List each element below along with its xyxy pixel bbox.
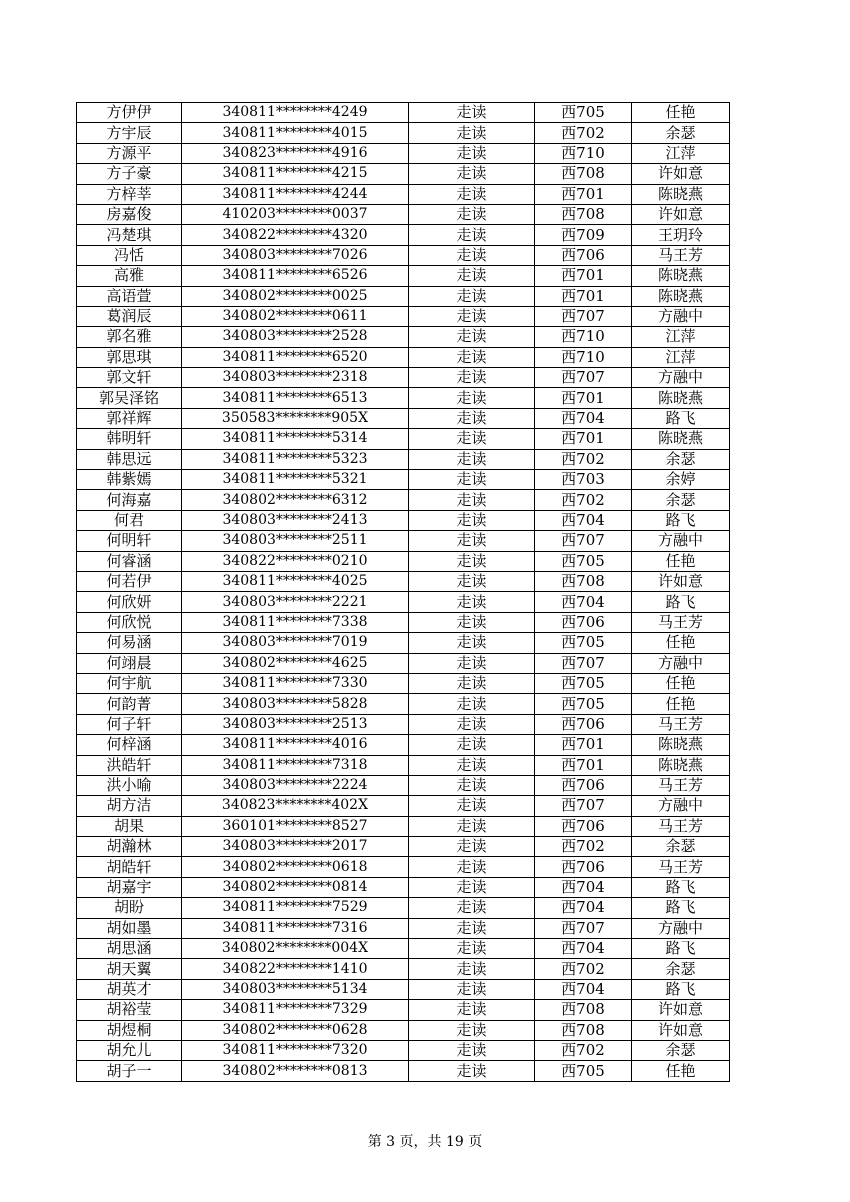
table-row (77, 857, 730, 877)
boarding-status-cell: 走读 (409, 143, 535, 163)
student-name-cell: 何易涵 (77, 633, 182, 653)
dorm-room-cell: 西704 (535, 898, 632, 918)
teacher-name-cell: 陈晓燕 (632, 735, 730, 755)
id-number-cell: 340811********4244 (182, 184, 409, 204)
boarding-status-cell: 走读 (409, 286, 535, 306)
dorm-room-cell: 西706 (535, 714, 632, 734)
boarding-status-cell: 走读 (409, 347, 535, 367)
teacher-name-cell: 余瑟 (632, 959, 730, 979)
id-number-cell: 340803********2224 (182, 775, 409, 795)
boarding-status-cell: 走读 (409, 1061, 535, 1081)
boarding-status-cell: 走读 (409, 306, 535, 326)
boarding-status-cell: 走读 (409, 571, 535, 591)
boarding-status-cell: 走读 (409, 103, 535, 123)
table-row (77, 1000, 730, 1020)
teacher-name-cell: 余瑟 (632, 1040, 730, 1060)
table-row (77, 633, 730, 653)
id-number-cell: 340811********7529 (182, 898, 409, 918)
student-name-cell: 郭祥辉 (77, 408, 182, 428)
teacher-name-cell: 马王芳 (632, 245, 730, 265)
dorm-room-cell: 西701 (535, 286, 632, 306)
student-name-cell: 胡子一 (77, 1061, 182, 1081)
teacher-name-cell: 路飞 (632, 939, 730, 959)
id-number-cell: 340802********0813 (182, 1061, 409, 1081)
dorm-room-cell: 西705 (535, 694, 632, 714)
dorm-room-cell: 西704 (535, 510, 632, 530)
teacher-name-cell: 任艳 (632, 551, 730, 571)
id-number-cell: 340802********6312 (182, 490, 409, 510)
student-name-cell: 韩紫嫣 (77, 470, 182, 490)
table-row (77, 470, 730, 490)
dorm-room-cell: 西708 (535, 204, 632, 224)
dorm-room-cell: 西710 (535, 143, 632, 163)
table-row (77, 1020, 730, 1040)
id-number-cell: 340811********7316 (182, 918, 409, 938)
id-number-cell: 340811********7330 (182, 673, 409, 693)
id-number-cell: 340802********004X (182, 939, 409, 959)
student-name-cell: 何翊晨 (77, 653, 182, 673)
id-number-cell: 360101********8527 (182, 816, 409, 836)
dorm-room-cell: 西705 (535, 1061, 632, 1081)
boarding-status-cell: 走读 (409, 1040, 535, 1060)
dorm-room-cell: 西707 (535, 796, 632, 816)
student-name-cell: 何海嘉 (77, 490, 182, 510)
id-number-cell: 340811********5321 (182, 470, 409, 490)
boarding-status-cell: 走读 (409, 184, 535, 204)
boarding-status-cell: 走读 (409, 429, 535, 449)
student-name-cell: 何睿涵 (77, 551, 182, 571)
id-number-cell: 340811********4025 (182, 571, 409, 591)
id-number-cell: 340811********4249 (182, 103, 409, 123)
dorm-room-cell: 西702 (535, 1040, 632, 1060)
student-name-cell: 冯楚琪 (77, 225, 182, 245)
table-row (77, 796, 730, 816)
table-row (77, 123, 730, 143)
teacher-name-cell: 江萍 (632, 327, 730, 347)
student-name-cell: 方梓莘 (77, 184, 182, 204)
table-row (77, 225, 730, 245)
boarding-status-cell: 走读 (409, 816, 535, 836)
id-number-cell: 340803********2017 (182, 837, 409, 857)
dorm-room-cell: 西706 (535, 857, 632, 877)
id-number-cell: 340823********402X (182, 796, 409, 816)
teacher-name-cell: 余瑟 (632, 449, 730, 469)
id-number-cell: 340803********2513 (182, 714, 409, 734)
dorm-room-cell: 西710 (535, 327, 632, 347)
dorm-room-cell: 西702 (535, 959, 632, 979)
teacher-name-cell: 方融中 (632, 918, 730, 938)
student-name-cell: 韩思远 (77, 449, 182, 469)
boarding-status-cell: 走读 (409, 653, 535, 673)
teacher-name-cell: 陈晓燕 (632, 184, 730, 204)
id-number-cell: 340803********2511 (182, 531, 409, 551)
teacher-name-cell: 许如意 (632, 1000, 730, 1020)
table-row (77, 184, 730, 204)
teacher-name-cell: 余瑟 (632, 837, 730, 857)
dorm-room-cell: 西704 (535, 979, 632, 999)
id-number-cell: 340822********0210 (182, 551, 409, 571)
boarding-status-cell: 走读 (409, 796, 535, 816)
student-name-cell: 何若伊 (77, 571, 182, 591)
boarding-status-cell: 走读 (409, 1020, 535, 1040)
dorm-room-cell: 西705 (535, 633, 632, 653)
id-number-cell: 410203********0037 (182, 204, 409, 224)
table-row (77, 775, 730, 795)
id-number-cell: 340803********2318 (182, 368, 409, 388)
dorm-room-cell: 西701 (535, 388, 632, 408)
teacher-name-cell: 任艳 (632, 673, 730, 693)
teacher-name-cell: 任艳 (632, 694, 730, 714)
table-row (77, 368, 730, 388)
teacher-name-cell: 许如意 (632, 1020, 730, 1040)
teacher-name-cell: 陈晓燕 (632, 755, 730, 775)
table-row (77, 490, 730, 510)
teacher-name-cell: 路飞 (632, 592, 730, 612)
table-row (77, 449, 730, 469)
id-number-cell: 340802********0025 (182, 286, 409, 306)
id-number-cell: 340802********0814 (182, 877, 409, 897)
table-row (77, 143, 730, 163)
page-footer: 第 3 页，共 19 页 (367, 1134, 483, 1150)
student-name-cell: 胡瀚林 (77, 837, 182, 857)
student-name-cell: 方伊伊 (77, 103, 182, 123)
student-name-cell: 何韵菁 (77, 694, 182, 714)
teacher-name-cell: 任艳 (632, 103, 730, 123)
teacher-name-cell: 方融中 (632, 306, 730, 326)
dorm-room-cell: 西706 (535, 816, 632, 836)
student-name-cell: 胡方洁 (77, 796, 182, 816)
dorm-room-cell: 西707 (535, 918, 632, 938)
table-row (77, 898, 730, 918)
table-row (77, 531, 730, 551)
teacher-name-cell: 许如意 (632, 164, 730, 184)
student-table (76, 102, 730, 1082)
teacher-name-cell: 任艳 (632, 633, 730, 653)
teacher-name-cell: 许如意 (632, 204, 730, 224)
student-name-cell: 胡嘉宇 (77, 877, 182, 897)
id-number-cell: 340811********6513 (182, 388, 409, 408)
student-name-cell: 方子豪 (77, 164, 182, 184)
student-table-body (77, 103, 730, 1082)
boarding-status-cell: 走读 (409, 857, 535, 877)
table-row (77, 877, 730, 897)
student-name-cell: 胡煜桐 (77, 1020, 182, 1040)
dorm-room-cell: 西701 (535, 735, 632, 755)
student-name-cell: 郭吴泽铭 (77, 388, 182, 408)
dorm-room-cell: 西702 (535, 123, 632, 143)
teacher-name-cell: 路飞 (632, 898, 730, 918)
id-number-cell: 340811********4015 (182, 123, 409, 143)
boarding-status-cell: 走读 (409, 592, 535, 612)
table-row (77, 653, 730, 673)
table-row (77, 266, 730, 286)
id-number-cell: 340811********6526 (182, 266, 409, 286)
boarding-status-cell: 走读 (409, 490, 535, 510)
table-row (77, 571, 730, 591)
student-name-cell: 何欣妍 (77, 592, 182, 612)
dorm-room-cell: 西702 (535, 449, 632, 469)
student-name-cell: 方宇辰 (77, 123, 182, 143)
table-row (77, 164, 730, 184)
table-row (77, 714, 730, 734)
teacher-name-cell: 路飞 (632, 979, 730, 999)
teacher-name-cell: 余婷 (632, 470, 730, 490)
student-name-cell: 方源平 (77, 143, 182, 163)
student-name-cell: 韩明轩 (77, 429, 182, 449)
teacher-name-cell: 方融中 (632, 796, 730, 816)
boarding-status-cell: 走读 (409, 775, 535, 795)
teacher-name-cell: 方融中 (632, 653, 730, 673)
boarding-status-cell: 走读 (409, 266, 535, 286)
dorm-room-cell: 西706 (535, 612, 632, 632)
boarding-status-cell: 走读 (409, 673, 535, 693)
student-name-cell: 胡思涵 (77, 939, 182, 959)
id-number-cell: 340811********7329 (182, 1000, 409, 1020)
boarding-status-cell: 走读 (409, 898, 535, 918)
table-row (77, 347, 730, 367)
student-name-cell: 胡盼 (77, 898, 182, 918)
id-number-cell: 340803********5828 (182, 694, 409, 714)
table-row (77, 429, 730, 449)
table-row (77, 388, 730, 408)
id-number-cell: 340811********6520 (182, 347, 409, 367)
table-row (77, 204, 730, 224)
dorm-room-cell: 西707 (535, 531, 632, 551)
boarding-status-cell: 走读 (409, 449, 535, 469)
student-name-cell: 胡英才 (77, 979, 182, 999)
dorm-room-cell: 西707 (535, 653, 632, 673)
table-row (77, 735, 730, 755)
teacher-name-cell: 陈晓燕 (632, 388, 730, 408)
student-name-cell: 胡天翼 (77, 959, 182, 979)
teacher-name-cell: 任艳 (632, 1061, 730, 1081)
student-name-cell: 胡皓轩 (77, 857, 182, 877)
student-name-cell: 何明轩 (77, 531, 182, 551)
student-name-cell: 高语萱 (77, 286, 182, 306)
student-name-cell: 郭名雅 (77, 327, 182, 347)
boarding-status-cell: 走读 (409, 939, 535, 959)
dorm-room-cell: 西708 (535, 571, 632, 591)
boarding-status-cell: 走读 (409, 164, 535, 184)
student-name-cell: 何梓涵 (77, 735, 182, 755)
boarding-status-cell: 走读 (409, 388, 535, 408)
id-number-cell: 340823********4916 (182, 143, 409, 163)
id-number-cell: 340822********4320 (182, 225, 409, 245)
id-number-cell: 340811********5314 (182, 429, 409, 449)
dorm-room-cell: 西708 (535, 1020, 632, 1040)
boarding-status-cell: 走读 (409, 470, 535, 490)
boarding-status-cell: 走读 (409, 551, 535, 571)
id-number-cell: 340811********4016 (182, 735, 409, 755)
id-number-cell: 340811********5323 (182, 449, 409, 469)
student-name-cell: 葛润辰 (77, 306, 182, 326)
teacher-name-cell: 余瑟 (632, 123, 730, 143)
teacher-name-cell: 余瑟 (632, 490, 730, 510)
boarding-status-cell: 走读 (409, 225, 535, 245)
table-row (77, 837, 730, 857)
boarding-status-cell: 走读 (409, 531, 535, 551)
dorm-room-cell: 西701 (535, 266, 632, 286)
student-name-cell: 胡果 (77, 816, 182, 836)
teacher-name-cell: 马王芳 (632, 714, 730, 734)
boarding-status-cell: 走读 (409, 245, 535, 265)
boarding-status-cell: 走读 (409, 694, 535, 714)
boarding-status-cell: 走读 (409, 1000, 535, 1020)
table-row (77, 816, 730, 836)
table-row (77, 245, 730, 265)
dorm-room-cell: 西702 (535, 490, 632, 510)
id-number-cell: 340811********4215 (182, 164, 409, 184)
teacher-name-cell: 方融中 (632, 531, 730, 551)
student-name-cell: 高雅 (77, 266, 182, 286)
student-name-cell: 何君 (77, 510, 182, 530)
table-row (77, 1040, 730, 1060)
boarding-status-cell: 走读 (409, 204, 535, 224)
student-name-cell: 何欣悦 (77, 612, 182, 632)
boarding-status-cell: 走读 (409, 837, 535, 857)
table-row (77, 286, 730, 306)
id-number-cell: 340802********0611 (182, 306, 409, 326)
student-name-cell: 房嘉俊 (77, 204, 182, 224)
id-number-cell: 340803********2221 (182, 592, 409, 612)
teacher-name-cell: 路飞 (632, 408, 730, 428)
table-row (77, 755, 730, 775)
id-number-cell: 340803********7019 (182, 633, 409, 653)
teacher-name-cell: 陈晓燕 (632, 266, 730, 286)
boarding-status-cell: 走读 (409, 510, 535, 530)
teacher-name-cell: 马王芳 (632, 775, 730, 795)
teacher-name-cell: 陈晓燕 (632, 286, 730, 306)
teacher-name-cell: 路飞 (632, 877, 730, 897)
student-name-cell: 胡如墨 (77, 918, 182, 938)
student-name-cell: 洪小喻 (77, 775, 182, 795)
dorm-room-cell: 西704 (535, 592, 632, 612)
boarding-status-cell: 走读 (409, 327, 535, 347)
table-row (77, 612, 730, 632)
boarding-status-cell: 走读 (409, 123, 535, 143)
boarding-status-cell: 走读 (409, 979, 535, 999)
dorm-room-cell: 西708 (535, 1000, 632, 1020)
table-row (77, 1061, 730, 1081)
teacher-name-cell: 王玥玲 (632, 225, 730, 245)
dorm-room-cell: 西701 (535, 755, 632, 775)
boarding-status-cell: 走读 (409, 735, 535, 755)
boarding-status-cell: 走读 (409, 714, 535, 734)
id-number-cell: 350583********905X (182, 408, 409, 428)
id-number-cell: 340802********4625 (182, 653, 409, 673)
table-row (77, 694, 730, 714)
teacher-name-cell: 方融中 (632, 368, 730, 388)
dorm-room-cell: 西704 (535, 939, 632, 959)
id-number-cell: 340803********7026 (182, 245, 409, 265)
teacher-name-cell: 江萍 (632, 347, 730, 367)
boarding-status-cell: 走读 (409, 755, 535, 775)
dorm-room-cell: 西704 (535, 408, 632, 428)
teacher-name-cell: 马王芳 (632, 857, 730, 877)
dorm-room-cell: 西706 (535, 775, 632, 795)
student-name-cell: 洪皓轩 (77, 755, 182, 775)
id-number-cell: 340811********7338 (182, 612, 409, 632)
id-number-cell: 340802********0628 (182, 1020, 409, 1040)
student-name-cell: 何宇航 (77, 673, 182, 693)
table-row (77, 408, 730, 428)
student-name-cell: 郭思琪 (77, 347, 182, 367)
dorm-room-cell: 西709 (535, 225, 632, 245)
table-row (77, 673, 730, 693)
id-number-cell: 340803********2528 (182, 327, 409, 347)
dorm-room-cell: 西708 (535, 164, 632, 184)
student-name-cell: 胡允儿 (77, 1040, 182, 1060)
table-row (77, 979, 730, 999)
table-row (77, 939, 730, 959)
teacher-name-cell: 许如意 (632, 571, 730, 591)
boarding-status-cell: 走读 (409, 612, 535, 632)
dorm-room-cell: 西704 (535, 877, 632, 897)
table-row (77, 306, 730, 326)
dorm-room-cell: 西701 (535, 429, 632, 449)
table-row (77, 592, 730, 612)
id-number-cell: 340822********1410 (182, 959, 409, 979)
id-number-cell: 340811********7318 (182, 755, 409, 775)
boarding-status-cell: 走读 (409, 918, 535, 938)
boarding-status-cell: 走读 (409, 368, 535, 388)
dorm-room-cell: 西707 (535, 368, 632, 388)
boarding-status-cell: 走读 (409, 877, 535, 897)
id-number-cell: 340803********5134 (182, 979, 409, 999)
dorm-room-cell: 西702 (535, 837, 632, 857)
boarding-status-cell: 走读 (409, 633, 535, 653)
table-row (77, 551, 730, 571)
id-number-cell: 340811********7320 (182, 1040, 409, 1060)
table-row (77, 327, 730, 347)
dorm-room-cell: 西705 (535, 551, 632, 571)
dorm-room-cell: 西705 (535, 673, 632, 693)
dorm-room-cell: 西706 (535, 245, 632, 265)
id-number-cell: 340803********2413 (182, 510, 409, 530)
table-row (77, 918, 730, 938)
table-row (77, 103, 730, 123)
boarding-status-cell: 走读 (409, 959, 535, 979)
table-row (77, 959, 730, 979)
student-name-cell: 郭文轩 (77, 368, 182, 388)
dorm-room-cell: 西710 (535, 347, 632, 367)
dorm-room-cell: 西703 (535, 470, 632, 490)
teacher-name-cell: 马王芳 (632, 612, 730, 632)
table-row (77, 510, 730, 530)
teacher-name-cell: 陈晓燕 (632, 429, 730, 449)
teacher-name-cell: 马王芳 (632, 816, 730, 836)
teacher-name-cell: 路飞 (632, 510, 730, 530)
teacher-name-cell: 江萍 (632, 143, 730, 163)
boarding-status-cell: 走读 (409, 408, 535, 428)
student-name-cell: 何子轩 (77, 714, 182, 734)
dorm-room-cell: 西701 (535, 184, 632, 204)
student-name-cell: 冯恬 (77, 245, 182, 265)
student-name-cell: 胡裕莹 (77, 1000, 182, 1020)
dorm-room-cell: 西707 (535, 306, 632, 326)
id-number-cell: 340802********0618 (182, 857, 409, 877)
dorm-room-cell: 西705 (535, 103, 632, 123)
